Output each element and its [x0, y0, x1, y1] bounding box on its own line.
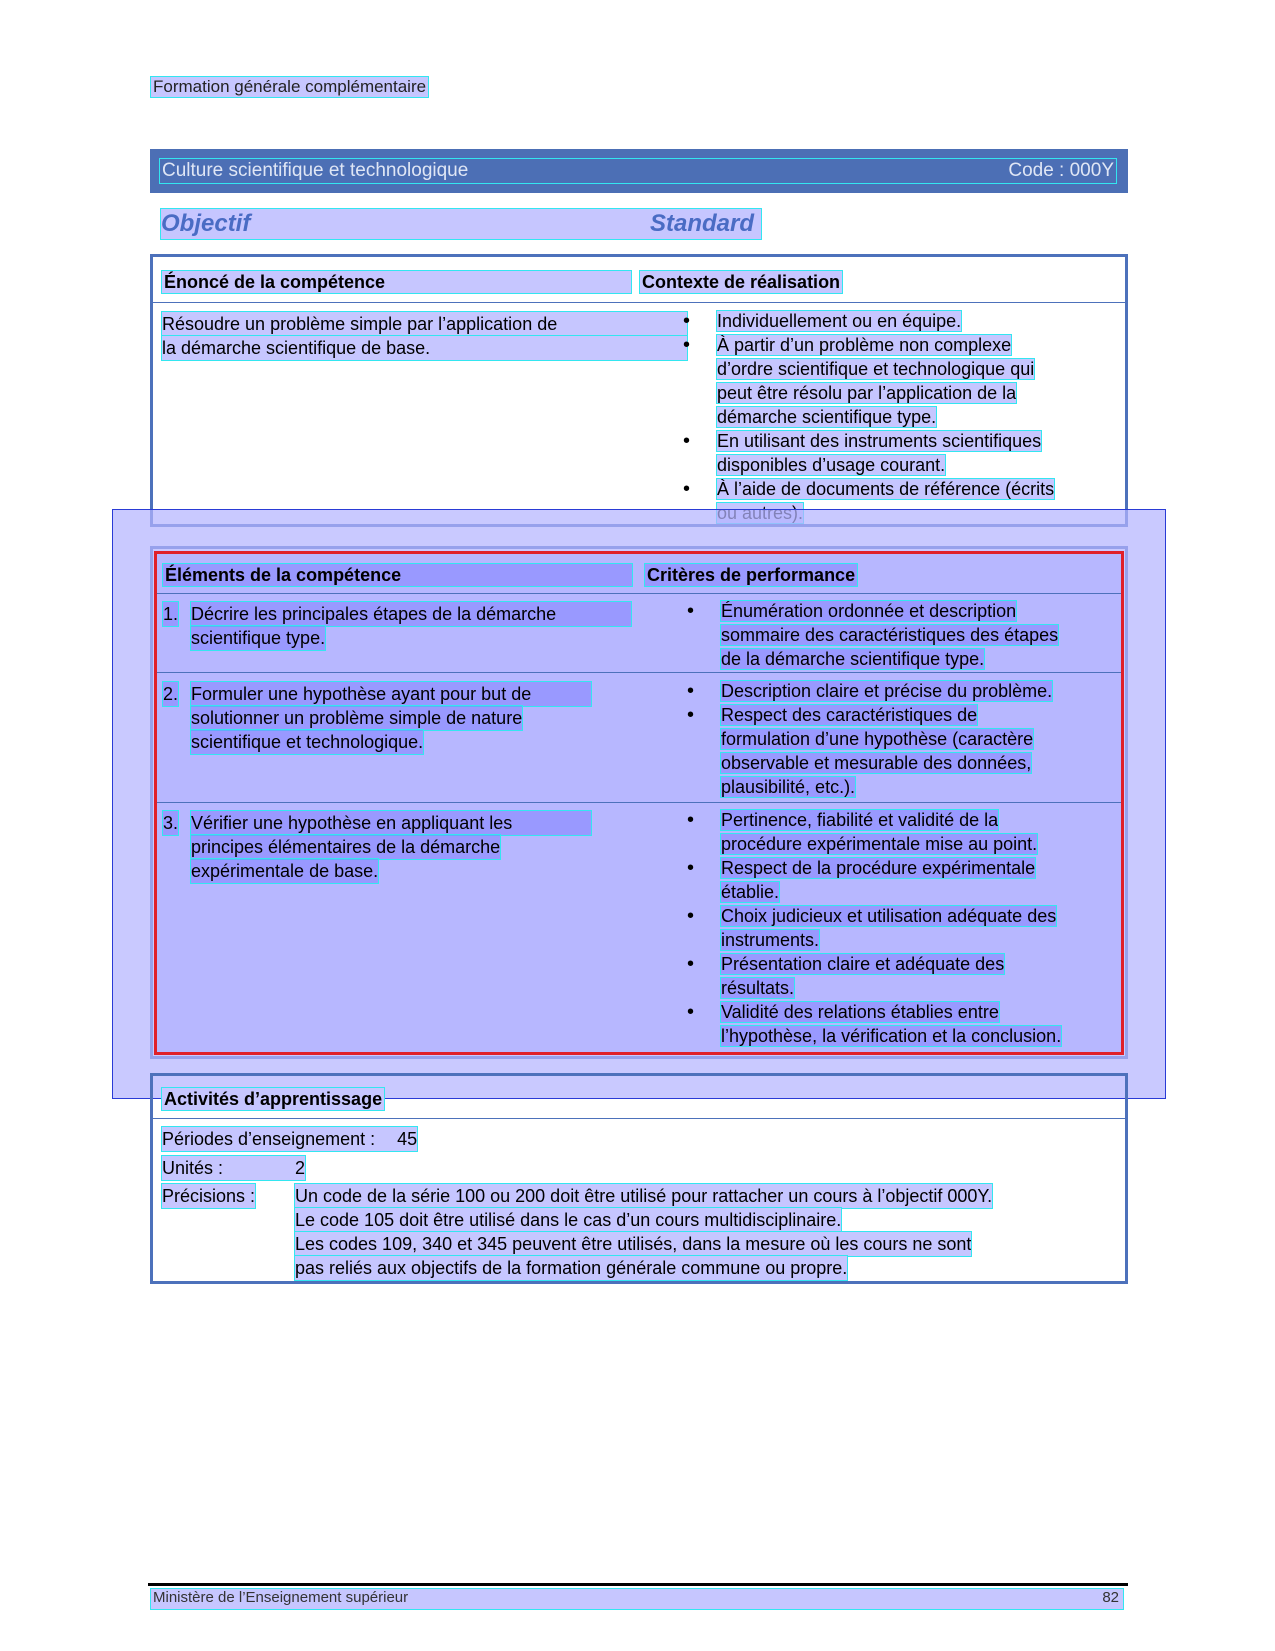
context-item: • À partir d’un problème non complexe d’ordre scientifique et technologique qui peut être résolu par l’application de la démarche scientifique type. [683, 333, 1103, 429]
criteria-item: • Respect des caractéristiques de formulation d’une hypothèse (caractère observable et mesurable des données, plausibilité, etc.). [687, 703, 1107, 799]
subheading-row [161, 209, 761, 239]
criteria-item: • Description claire et précise du problème. [687, 679, 1107, 703]
precisions-line-2: Le code 105 doit être utilisé dans le cas d’un cours multidisciplinaire. [295, 1210, 842, 1230]
footer [151, 1589, 1123, 1609]
context-item: • En utilisant des instruments scientifiques disponibles d’usage courant. [683, 429, 1103, 477]
running-header: Formation générale complémentaire [153, 77, 427, 96]
competence-statement-line-2: la démarche scientifique de base. [162, 336, 687, 360]
criteria-item: • Présentation claire et adéquate des résultats. [687, 952, 1107, 1000]
context-item: • À l’aide de documents de référence (écrits [683, 477, 1103, 525]
criteria-item: • Validité des relations établies entre l’hypothèse, la vérification et la conclusion. [687, 1000, 1107, 1048]
elements-selection [154, 551, 1124, 1055]
row-rule [157, 672, 1121, 673]
competence-header-rule [153, 302, 1125, 303]
context-item: • Individuellement ou en équipe. [683, 309, 1103, 333]
footer-ministry: Ministère de l’Enseignement supérieur [153, 1589, 409, 1606]
page-number: 82 [1102, 1589, 1119, 1606]
course-code: Code : 000Y [1008, 160, 1114, 181]
criteria-item: • Choix judicieux et utilisation adéquate des instruments. [687, 904, 1107, 952]
precisions-line-1: Un code de la série 100 ou 200 doit être utilisé pour rattacher un cours à l’objectif 000Y. [295, 1186, 993, 1206]
course-title: Culture scientifique et technologique [162, 160, 469, 181]
title-bar [150, 149, 1128, 193]
criteria-item: • Pertinence, fiabilité et validité de la procédure expérimentale mise au point. [687, 808, 1107, 856]
units-value: 2 [295, 1158, 306, 1178]
elements-header-rule [157, 593, 1121, 594]
criteria-item: • Énumération ordonnée et description sommaire des caractéristiques des étapes de la démarche scientifique type. [687, 599, 1107, 671]
context-heading: Contexte de réalisation [642, 272, 841, 292]
periods-row [162, 1127, 417, 1151]
element-row-1: 1. Décrire les principales étapes de la démarche scientifique type. [163, 602, 643, 662]
activities-header-rule [153, 1118, 1125, 1119]
element-row-2: 2. Formuler une hypothèse ayant pour but de solutionner un problème simple de nature scientifique et technologique. [163, 682, 643, 762]
units-label: Unités : [162, 1158, 224, 1178]
element-row-3: 3. Vérifier une hypothèse en appliquant les principes élémentaires de la démarche expérimentale de base. [163, 811, 643, 891]
criteria-list-2 [687, 679, 1107, 799]
precisions-line-3: Les codes 109, 340 et 345 peuvent être utilisés, dans la mesure où les cours ne sont [295, 1234, 972, 1254]
competence-box [150, 254, 1128, 527]
row-rule [157, 802, 1121, 803]
elements-heading: Éléments de la compétence [163, 564, 632, 586]
competence-heading: Énoncé de la compétence [162, 271, 631, 293]
criteria-item: • Respect de la procédure expérimentale établie. [687, 856, 1107, 904]
units-row [162, 1156, 305, 1180]
footer-rule [148, 1583, 1128, 1586]
periods-value: 45 [397, 1129, 418, 1149]
periods-label: Périodes d’enseignement : [162, 1129, 376, 1149]
precisions-label: Précisions : [162, 1186, 256, 1206]
precisions-line-4: pas reliés aux objectifs de la formation générale commune ou propre. [295, 1258, 848, 1278]
criteria-list-3 [687, 808, 1107, 1048]
criteria-list-1 [687, 599, 1107, 671]
competence-statement-line-1: Résoudre un problème simple par l’application de [162, 312, 687, 336]
context-list [683, 309, 1103, 525]
activities-box [150, 1073, 1128, 1284]
subheading-standard: Standard [650, 210, 755, 237]
criteria-heading: Critères de performance [647, 565, 856, 585]
subheading-objectif: Objectif [161, 210, 251, 237]
activities-heading: Activités d’apprentissage [164, 1089, 383, 1109]
